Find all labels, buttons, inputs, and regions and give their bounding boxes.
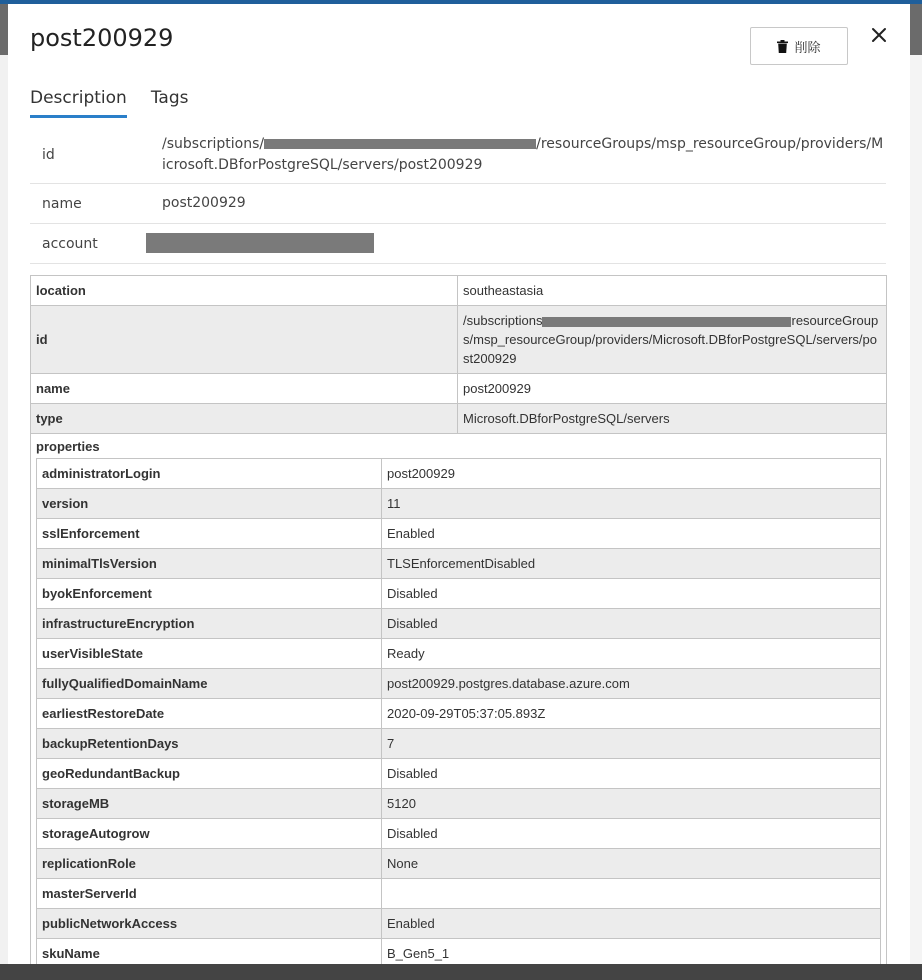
property-key: byokEnforcement (37, 579, 382, 609)
json-row-name (31, 374, 887, 404)
property-row (37, 549, 881, 579)
json-value-location: southeastasia (458, 276, 887, 306)
property-row (37, 909, 881, 939)
property-key: skuName (37, 939, 382, 965)
property-value: post200929.postgres.database.azure.com (382, 669, 881, 699)
description-label-id: id (42, 146, 55, 163)
json-key-location: location (31, 276, 458, 306)
property-row (37, 699, 881, 729)
property-value: B_Gen5_1 (382, 939, 881, 965)
property-value: Disabled (382, 819, 881, 849)
property-row (37, 879, 881, 909)
property-row (37, 729, 881, 759)
property-key: sslEnforcement (37, 519, 382, 549)
property-key: backupRetentionDays (37, 729, 382, 759)
background-bottom (0, 964, 922, 980)
property-value: 7 (382, 729, 881, 759)
property-value: None (382, 849, 881, 879)
property-value (382, 879, 881, 909)
property-key: publicNetworkAccess (37, 909, 382, 939)
tab-description[interactable]: Description (30, 88, 127, 118)
property-key: geoRedundantBackup (37, 759, 382, 789)
json-key-properties: properties (36, 439, 100, 454)
property-value: Disabled (382, 579, 881, 609)
description-row-id (30, 126, 886, 184)
dialog-title: post200929 (30, 24, 174, 52)
property-value: Enabled (382, 519, 881, 549)
property-key: administratorLogin (37, 459, 382, 489)
property-row (37, 489, 881, 519)
json-value-id (458, 306, 887, 374)
property-row (37, 519, 881, 549)
redacted-json-subscription-id (542, 317, 791, 327)
property-value: post200929 (382, 459, 881, 489)
trash-icon (777, 40, 788, 53)
property-value: 2020-09-29T05:37:05.893Z (382, 699, 881, 729)
property-value: TLSEnforcementDisabled (382, 549, 881, 579)
description-label-account: account (42, 235, 98, 252)
property-row (37, 459, 881, 489)
background-page (0, 55, 8, 980)
id-prefix: /subscriptions/ (162, 135, 265, 152)
resource-json-table (30, 275, 887, 964)
property-value: 5120 (382, 789, 881, 819)
property-key: version (37, 489, 382, 519)
property-row (37, 639, 881, 669)
property-row (37, 849, 881, 879)
property-row (37, 819, 881, 849)
delete-button[interactable] (750, 27, 848, 65)
description-list (30, 126, 886, 264)
json-id-prefix: /subscriptions (463, 313, 543, 328)
property-key: masterServerId (37, 879, 382, 909)
description-row-name (30, 184, 886, 224)
property-key: storageMB (37, 789, 382, 819)
delete-button-label: 削除 (794, 40, 821, 56)
property-row (37, 609, 881, 639)
resource-detail-dialog (8, 4, 910, 964)
tab-tags[interactable]: Tags (150, 88, 189, 108)
property-row (37, 939, 881, 965)
property-value: 11 (382, 489, 881, 519)
property-key: minimalTlsVersion (37, 549, 382, 579)
properties-cell (31, 434, 887, 965)
description-row-account (30, 224, 886, 264)
json-value-name: post200929 (458, 374, 887, 404)
property-key: earliestRestoreDate (37, 699, 382, 729)
json-key-name: name (31, 374, 458, 404)
property-key: replicationRole (37, 849, 382, 879)
property-key: userVisibleState (37, 639, 382, 669)
property-key: fullyQualifiedDomainName (37, 669, 382, 699)
property-key: infrastructureEncryption (37, 609, 382, 639)
property-row (37, 789, 881, 819)
property-value: Enabled (382, 909, 881, 939)
json-value-type: Microsoft.DBforPostgreSQL/servers (458, 404, 887, 434)
background-page-right (910, 55, 922, 980)
json-id-suffix: resourceGroups/msp_resourceGroup/providers/Microsoft.DBforPostgreSQL/servers/post200929 (463, 313, 879, 366)
description-label-name: name (42, 195, 82, 212)
json-row-properties (31, 434, 887, 965)
redacted-account (146, 233, 374, 253)
description-value-id (162, 134, 886, 176)
property-row (37, 669, 881, 699)
property-value: Ready (382, 639, 881, 669)
property-key: storageAutogrow (37, 819, 382, 849)
json-row-type (31, 404, 887, 434)
properties-table (36, 458, 881, 964)
properties-table-body (37, 459, 881, 965)
redacted-subscription-id (264, 139, 536, 149)
property-value: Disabled (382, 759, 881, 789)
description-value-name: post200929 (162, 195, 246, 211)
property-value: Disabled (382, 609, 881, 639)
id-suffix: /resourceGroups/msp_resourceGroup/providers/Microsoft.DBforPostgreSQL/servers/post200929 (162, 135, 884, 173)
close-button[interactable] (868, 24, 890, 46)
tab-bar (30, 88, 188, 118)
close-icon (871, 27, 887, 43)
description-value-account (146, 233, 886, 254)
json-key-id: id (31, 306, 458, 374)
json-row-location (31, 276, 887, 306)
property-row (37, 759, 881, 789)
property-row (37, 579, 881, 609)
json-key-type: type (31, 404, 458, 434)
json-row-id (31, 306, 887, 374)
